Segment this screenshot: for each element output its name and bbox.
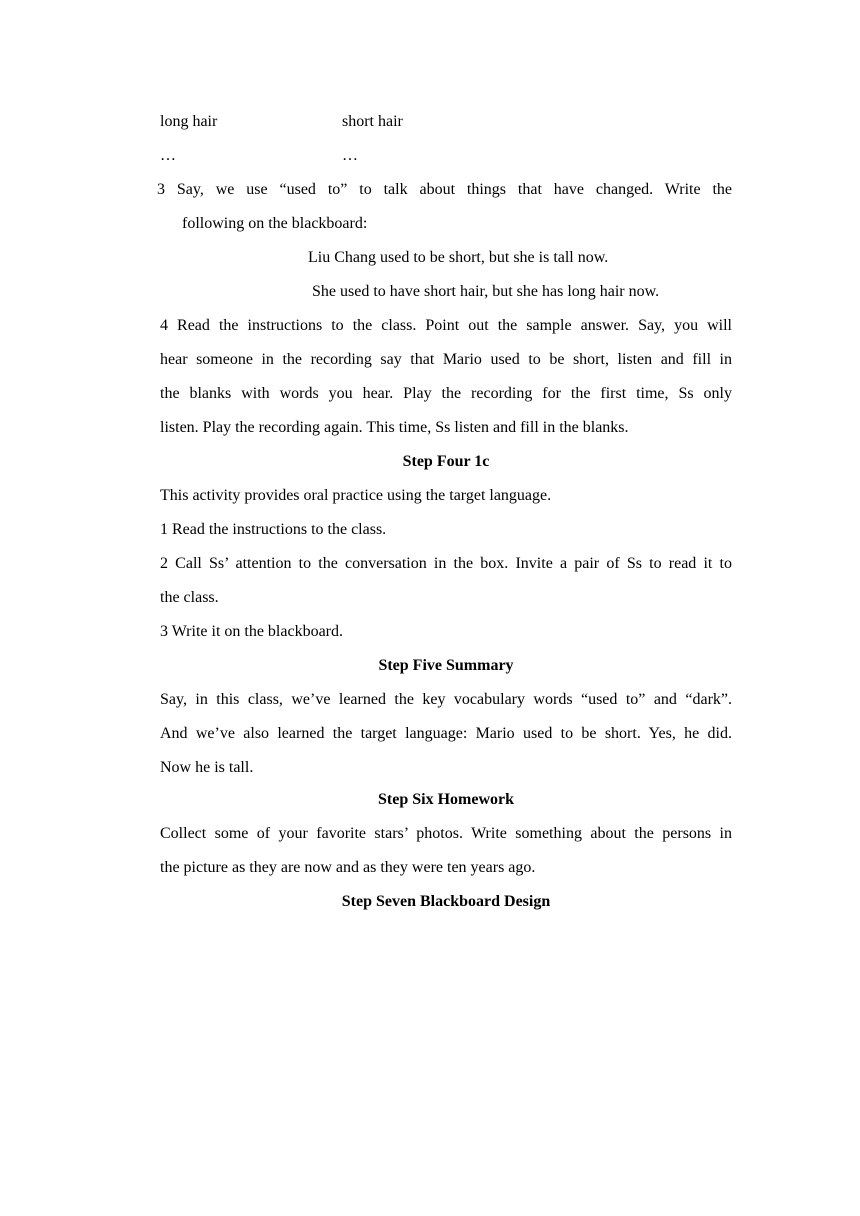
paragraph-line: 3 Write it on the blackboard. xyxy=(160,623,344,640)
section-heading: Step Seven Blackboard Design xyxy=(341,893,551,910)
section-heading: Step Four 1c xyxy=(402,453,490,470)
item-3-line-1: 3 Say, we use “used to” to talk about things that have changed. Write the xyxy=(157,181,732,198)
paragraph-line: the picture as they are now and as they were ten years ago. xyxy=(160,859,536,876)
paragraph-line: This activity provides oral practice using the target language. xyxy=(160,487,552,504)
item-3-line-2: following on the blackboard: xyxy=(182,215,368,232)
item-4-line: hear someone in the recording say that Mario used to be short, listen and fill in xyxy=(160,351,732,368)
table-cell: short hair xyxy=(342,113,403,130)
section-heading: Step Six Homework xyxy=(378,791,514,808)
table-cell: long hair xyxy=(160,113,218,130)
paragraph-line: And we’ve also learned the target language: Mario used to be short. Yes, he did. xyxy=(160,725,732,742)
section-heading: Step Five Summary xyxy=(378,657,514,674)
paragraph-line: 1 Read the instructions to the class. xyxy=(160,521,387,538)
item-4-line: listen. Play the recording again. This time, Ss listen and fill in the blanks. xyxy=(160,419,629,436)
paragraph-line: 2 Call Ss’ attention to the conversation in the box. Invite a pair of Ss to read it to xyxy=(160,555,732,572)
paragraph-line: the class. xyxy=(160,589,219,606)
paragraph-line: Now he is tall. xyxy=(160,759,254,776)
item-4-line: 4 Read the instructions to the class. Point out the sample answer. Say, you will xyxy=(160,317,732,334)
paragraph-line: Collect some of your favorite stars’ photos. Write something about the persons in xyxy=(160,825,732,842)
blackboard-example-2: She used to have short hair, but she has long hair now. xyxy=(312,283,660,300)
table-cell: … xyxy=(160,147,176,164)
paragraph-line: Say, in this class, we’ve learned the key vocabulary words “used to” and “dark”. xyxy=(160,691,732,708)
item-4-line: the blanks with words you hear. Play the recording for the first time, Ss only xyxy=(160,385,732,402)
blackboard-example-1: Liu Chang used to be short, but she is tall now. xyxy=(308,249,609,266)
table-cell: … xyxy=(342,147,358,164)
